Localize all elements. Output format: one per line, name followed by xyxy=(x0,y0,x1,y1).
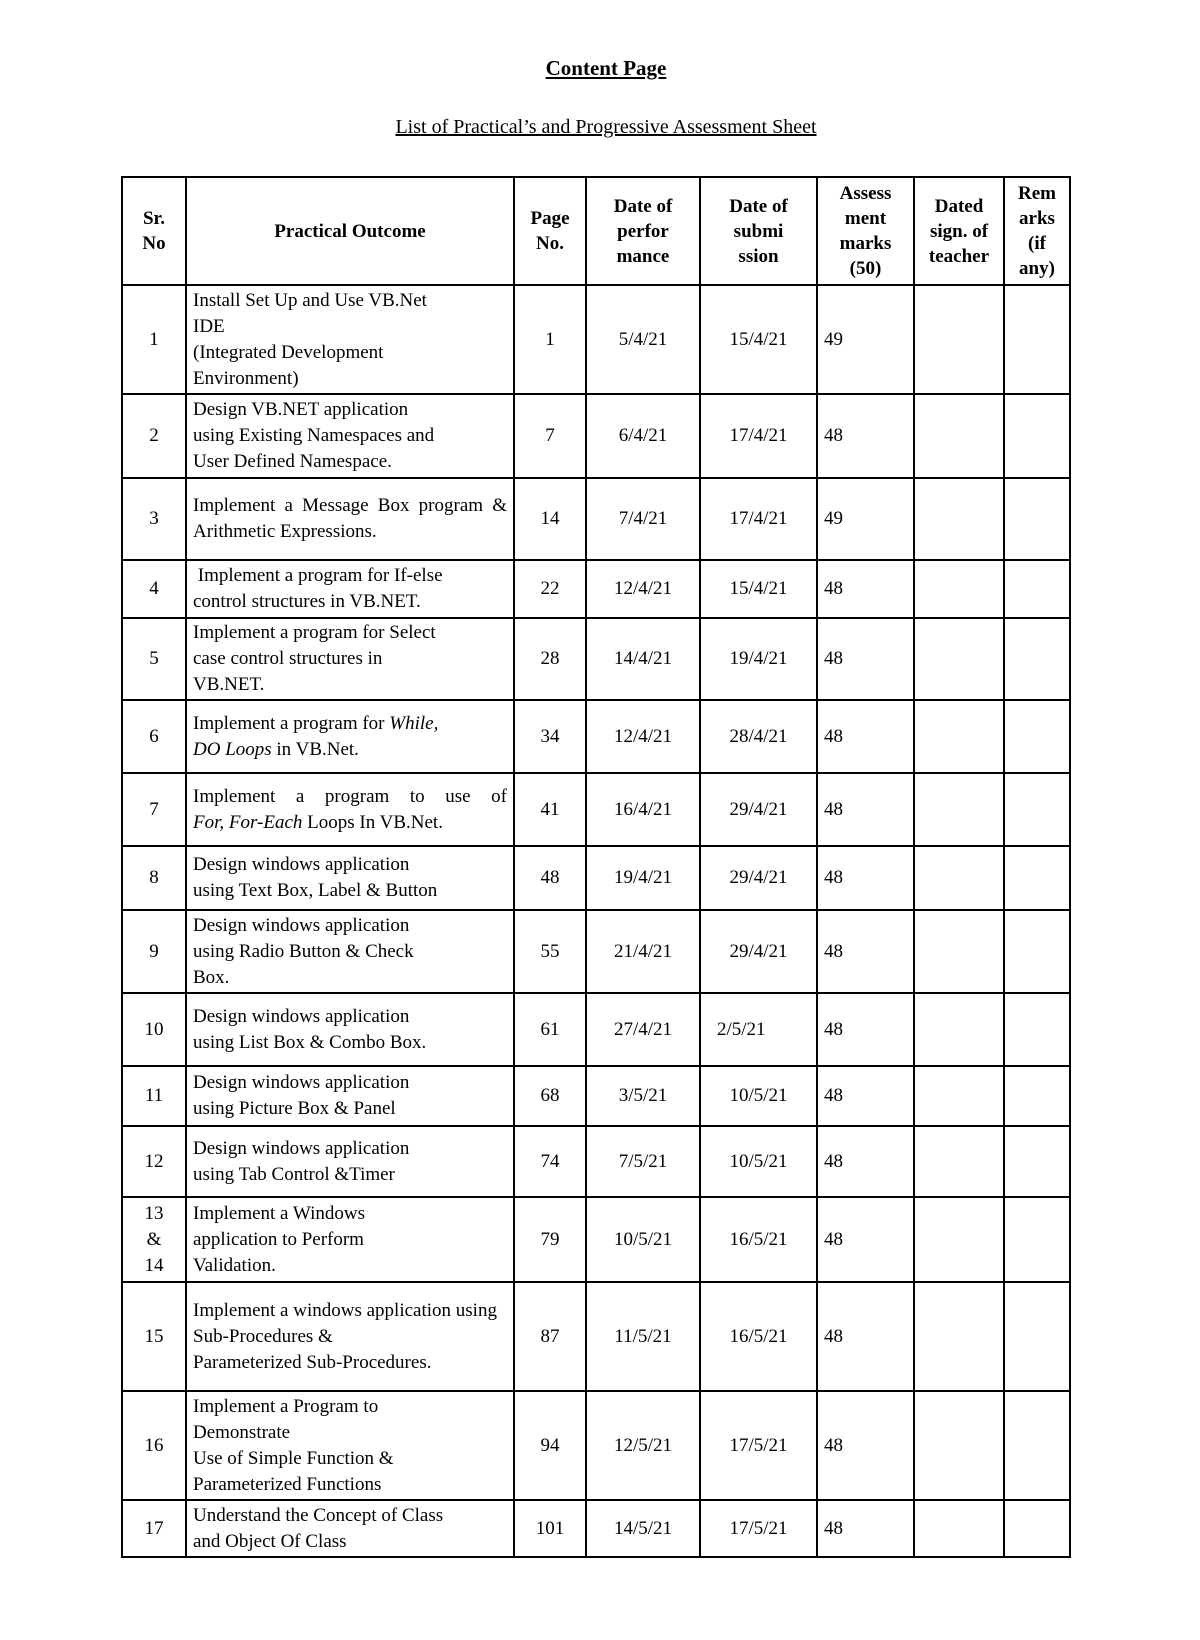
table-row xyxy=(122,846,1070,910)
cell-teacher-sign xyxy=(914,846,1004,910)
table-row xyxy=(122,560,1070,618)
cell-date-performance: 6/4/21 xyxy=(586,394,700,478)
cell-page-no: 74 xyxy=(514,1126,586,1197)
cell-marks: 48 xyxy=(817,846,914,910)
cell-date-performance: 27/4/21 xyxy=(586,993,700,1066)
cell-marks: 48 xyxy=(817,1197,914,1282)
cell-date-performance: 5/4/21 xyxy=(586,285,700,394)
cell-remarks xyxy=(1004,1126,1070,1197)
cell-teacher-sign xyxy=(914,285,1004,394)
cell-sr-no: 12 xyxy=(122,1126,186,1197)
cell-page-no: 61 xyxy=(514,993,586,1066)
table-row xyxy=(122,618,1070,700)
cell-page-no: 34 xyxy=(514,700,586,773)
col-header-dated-sign: Dated sign. of teacher xyxy=(914,177,1004,285)
cell-practical-outcome: Design VB.NET application using Existing Namespaces and User Defined Namespace. xyxy=(186,394,514,478)
cell-date-submission: 17/5/21 xyxy=(700,1500,817,1557)
cell-date-performance: 14/4/21 xyxy=(586,618,700,700)
cell-teacher-sign xyxy=(914,1197,1004,1282)
cell-practical-outcome: Install Set Up and Use VB.Net IDE (Integrated Development Environment) xyxy=(186,285,514,394)
page-title: Content Page xyxy=(545,56,667,80)
cell-sr-no: 16 xyxy=(122,1391,186,1500)
cell-sr-no: 9 xyxy=(122,910,186,993)
col-header-remarks: Rem arks (if any) xyxy=(1004,177,1070,285)
assessment-table xyxy=(121,176,1071,1558)
cell-remarks xyxy=(1004,700,1070,773)
table-row xyxy=(122,1391,1070,1500)
table-row xyxy=(122,910,1070,993)
col-header-date-of-performance: Date of perfor mance xyxy=(586,177,700,285)
cell-practical-outcome: Implement a Message Box program & Arithmetic Expressions. xyxy=(186,478,514,560)
col-header-sr-no: Sr. No xyxy=(122,177,186,285)
col-header-date-of-submission: Date of submi ssion xyxy=(700,177,817,285)
col-header-assessment-marks: Assess ment marks (50) xyxy=(817,177,914,285)
cell-date-submission: 29/4/21 xyxy=(700,846,817,910)
cell-sr-no: 7 xyxy=(122,773,186,846)
table-row xyxy=(122,1126,1070,1197)
cell-remarks xyxy=(1004,478,1070,560)
cell-date-submission: 10/5/21 xyxy=(700,1066,817,1126)
cell-sr-no: 3 xyxy=(122,478,186,560)
cell-date-submission: 17/4/21 xyxy=(700,478,817,560)
cell-page-no: 79 xyxy=(514,1197,586,1282)
cell-sr-no: 2 xyxy=(122,394,186,478)
cell-page-no: 68 xyxy=(514,1066,586,1126)
cell-date-submission: 16/5/21 xyxy=(700,1197,817,1282)
cell-marks: 48 xyxy=(817,910,914,993)
cell-sr-no: 17 xyxy=(122,1500,186,1557)
cell-sr-no: 15 xyxy=(122,1282,186,1391)
cell-date-submission: 15/4/21 xyxy=(700,560,817,618)
cell-practical-outcome: Implement a windows application using Sub-Procedures & Parameterized Sub-Procedures. xyxy=(186,1282,514,1391)
cell-page-no: 41 xyxy=(514,773,586,846)
cell-practical-outcome: Implement a program for If-else control structures in VB.NET. xyxy=(186,560,514,618)
cell-date-performance: 7/4/21 xyxy=(586,478,700,560)
cell-date-submission: 17/4/21 xyxy=(700,394,817,478)
cell-page-no: 55 xyxy=(514,910,586,993)
cell-marks: 48 xyxy=(817,560,914,618)
cell-practical-outcome: Implement a Windows application to Perform Validation. xyxy=(186,1197,514,1282)
cell-date-performance: 21/4/21 xyxy=(586,910,700,993)
cell-date-performance: 12/4/21 xyxy=(586,560,700,618)
cell-page-no: 22 xyxy=(514,560,586,618)
page-subtitle: List of Practical’s and Progressive Assessment Sheet xyxy=(395,116,817,138)
cell-practical-outcome: Implement a program to use of For, For-Each Loops In VB.Net. xyxy=(186,773,514,846)
cell-practical-outcome: Design windows application using Picture Box & Panel xyxy=(186,1066,514,1126)
col-header-page-no: Page No. xyxy=(514,177,586,285)
cell-date-submission: 29/4/21 xyxy=(700,910,817,993)
cell-date-submission: 10/5/21 xyxy=(700,1126,817,1197)
cell-date-submission: 19/4/21 xyxy=(700,618,817,700)
cell-marks: 49 xyxy=(817,478,914,560)
cell-date-performance: 12/4/21 xyxy=(586,700,700,773)
cell-date-performance: 3/5/21 xyxy=(586,1066,700,1126)
cell-date-performance: 12/5/21 xyxy=(586,1391,700,1500)
cell-date-submission: 28/4/21 xyxy=(700,700,817,773)
cell-remarks xyxy=(1004,560,1070,618)
cell-date-submission: 29/4/21 xyxy=(700,773,817,846)
cell-teacher-sign xyxy=(914,1500,1004,1557)
cell-practical-outcome: Design windows application using Tab Control &Timer xyxy=(186,1126,514,1197)
cell-teacher-sign xyxy=(914,478,1004,560)
cell-practical-outcome: Design windows application using Radio Button & Check Box. xyxy=(186,910,514,993)
cell-date-submission: 15/4/21 xyxy=(700,285,817,394)
cell-date-performance: 10/5/21 xyxy=(586,1197,700,1282)
cell-marks: 48 xyxy=(817,1126,914,1197)
cell-remarks xyxy=(1004,773,1070,846)
cell-teacher-sign xyxy=(914,1391,1004,1500)
cell-marks: 48 xyxy=(817,773,914,846)
cell-practical-outcome: Implement a program for While, DO Loops in VB.Net. xyxy=(186,700,514,773)
table-row xyxy=(122,1066,1070,1126)
cell-remarks xyxy=(1004,1066,1070,1126)
cell-page-no: 101 xyxy=(514,1500,586,1557)
cell-page-no: 14 xyxy=(514,478,586,560)
cell-teacher-sign xyxy=(914,700,1004,773)
cell-sr-no: 10 xyxy=(122,993,186,1066)
cell-remarks xyxy=(1004,1197,1070,1282)
cell-remarks xyxy=(1004,1282,1070,1391)
cell-sr-no: 1 xyxy=(122,285,186,394)
cell-practical-outcome: Design windows application using List Box & Combo Box. xyxy=(186,993,514,1066)
cell-sr-no: 6 xyxy=(122,700,186,773)
cell-practical-outcome: Understand the Concept of Class and Object Of Class xyxy=(186,1500,514,1557)
cell-date-submission: 16/5/21 xyxy=(700,1282,817,1391)
cell-teacher-sign xyxy=(914,1066,1004,1126)
cell-marks: 48 xyxy=(817,700,914,773)
table-row xyxy=(122,1197,1070,1282)
cell-remarks xyxy=(1004,618,1070,700)
cell-remarks xyxy=(1004,394,1070,478)
cell-date-performance: 16/4/21 xyxy=(586,773,700,846)
cell-page-no: 94 xyxy=(514,1391,586,1500)
table-row xyxy=(122,993,1070,1066)
cell-sr-no: 4 xyxy=(122,560,186,618)
cell-sr-no: 11 xyxy=(122,1066,186,1126)
cell-marks: 48 xyxy=(817,993,914,1066)
cell-date-performance: 14/5/21 xyxy=(586,1500,700,1557)
cell-teacher-sign xyxy=(914,560,1004,618)
cell-page-no: 1 xyxy=(514,285,586,394)
table-row xyxy=(122,700,1070,773)
table-row xyxy=(122,478,1070,560)
cell-remarks xyxy=(1004,993,1070,1066)
cell-sr-no: 5 xyxy=(122,618,186,700)
col-header-practical-outcome: Practical Outcome xyxy=(186,177,514,285)
cell-remarks xyxy=(1004,1500,1070,1557)
cell-date-performance: 11/5/21 xyxy=(586,1282,700,1391)
cell-marks: 49 xyxy=(817,285,914,394)
cell-page-no: 48 xyxy=(514,846,586,910)
cell-remarks xyxy=(1004,1391,1070,1500)
cell-teacher-sign xyxy=(914,910,1004,993)
table-row xyxy=(122,285,1070,394)
table-row xyxy=(122,1500,1070,1557)
cell-practical-outcome: Implement a Program to Demonstrate Use of Simple Function & Parameterized Functions xyxy=(186,1391,514,1500)
cell-teacher-sign xyxy=(914,394,1004,478)
cell-marks: 48 xyxy=(817,618,914,700)
cell-date-performance: 7/5/21 xyxy=(586,1126,700,1197)
cell-marks: 48 xyxy=(817,1066,914,1126)
table-header-row xyxy=(122,177,1070,285)
cell-marks: 48 xyxy=(817,394,914,478)
cell-practical-outcome: Implement a program for Select case control structures in VB.NET. xyxy=(186,618,514,700)
cell-remarks xyxy=(1004,285,1070,394)
cell-date-submission: 2/5/21 xyxy=(700,993,817,1066)
cell-marks: 48 xyxy=(817,1500,914,1557)
table-row xyxy=(122,1282,1070,1391)
cell-remarks xyxy=(1004,910,1070,993)
table-row xyxy=(122,394,1070,478)
cell-sr-no: 13 & 14 xyxy=(122,1197,186,1282)
cell-sr-no: 8 xyxy=(122,846,186,910)
cell-marks: 48 xyxy=(817,1282,914,1391)
cell-page-no: 7 xyxy=(514,394,586,478)
cell-remarks xyxy=(1004,846,1070,910)
cell-practical-outcome: Design windows application using Text Box, Label & Button xyxy=(186,846,514,910)
cell-teacher-sign xyxy=(914,618,1004,700)
cell-teacher-sign xyxy=(914,773,1004,846)
cell-marks: 48 xyxy=(817,1391,914,1500)
cell-teacher-sign xyxy=(914,1282,1004,1391)
cell-teacher-sign xyxy=(914,993,1004,1066)
cell-teacher-sign xyxy=(914,1126,1004,1197)
cell-page-no: 28 xyxy=(514,618,586,700)
cell-date-submission: 17/5/21 xyxy=(700,1391,817,1500)
cell-page-no: 87 xyxy=(514,1282,586,1391)
table-row xyxy=(122,773,1070,846)
cell-date-performance: 19/4/21 xyxy=(586,846,700,910)
